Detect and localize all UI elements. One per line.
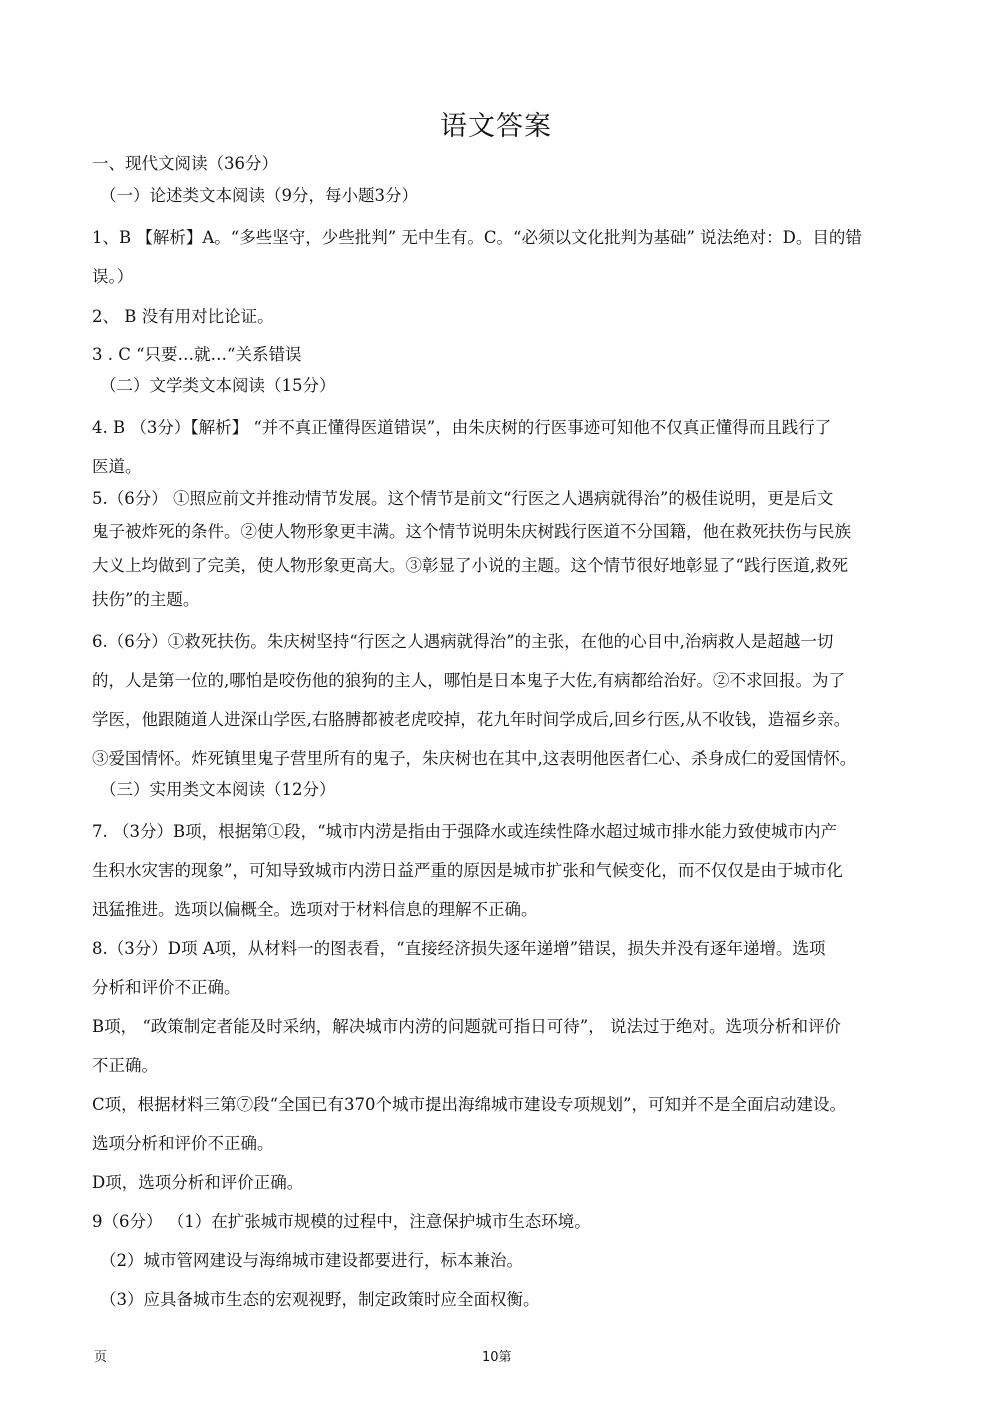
answer-line: 7. （3分）B项，根据第①段，“城市内涝是指由于强降水或连续性降水超过城市排水能力致使城市内产	[92, 822, 838, 841]
answer-line: 1、B 【解析】A。“多些坚守，少些批判” 无中生有。C。“必须以文化批判为基础” 说法绝对：D。目的错	[92, 228, 862, 247]
answer-line: （3）应具备城市生态的宏观视野，制定政策时应全面权衡。	[100, 1290, 540, 1309]
answer-line: 6.（6分）①救死扶伤。朱庆树坚持“行医之人遇病就得治”的主张，在他的心目中,治病救人是超越一切	[92, 632, 834, 651]
answer-line: 迅猛推进。选项以偏概全。选项对于材料信息的理解不正确。	[92, 900, 538, 919]
footer-left: 页	[94, 1350, 108, 1365]
answer-line: 不正确。	[92, 1056, 158, 1075]
answer-line: 的，人是第一位的,哪怕是咬伤他的狼狗的主人，哪怕是日本鬼子大佐,有病都给治好。②不求回报。为了	[92, 671, 845, 690]
subsection-heading: （一）论述类文本阅读（9分，每小题3分）	[100, 186, 418, 205]
subsection-heading: （二）文学类文本阅读（15分）	[100, 376, 336, 395]
answer-line: 生积水灾害的现象”，可知导致城市内涝日益严重的原因是城市扩张和气候变化，而不仅仅是由于城市化	[92, 861, 843, 880]
subsection-heading: （三）实用类文本阅读（12分）	[100, 780, 336, 799]
answer-line: 5.（6分） ①照应前文并推动情节发展。这个情节是前文“行医之人遇病就得治”的极佳说明，更是后文	[92, 489, 834, 508]
answer-line: 误。）	[92, 267, 134, 286]
answer-line: （2）城市管网建设与海绵城市建设都要进行，标本兼治。	[100, 1251, 523, 1270]
answer-line: 分析和评价不正确。	[92, 978, 241, 997]
answer-line: 9（6分） （1）在扩张城市规模的过程中，注意保护城市生态环境。	[92, 1212, 591, 1231]
answer-line: 4. B （3分）【解析】 “并不真正懂得医道错误”，由朱庆树的行医事迹可知他不仅真正懂得而且践行了	[92, 418, 832, 437]
answer-line: B项， “政策制定者能及时采纳，解决城市内涝的问题就可指日可待”， 说法过于绝对。选项分析和评价	[92, 1017, 841, 1036]
answer-line: 扶伤”的主题。	[92, 590, 200, 609]
answer-line: 鬼子被炸死的条件。②使人物形象更丰满。这个情节说明朱庆树践行医道不分国籍，他在救死扶伤与民族	[92, 522, 851, 541]
answer-line: 2、 B 没有用对比论证。	[92, 307, 274, 326]
answer-line: C项，根据材料三第⑦段“全国已有370个城市提出海绵城市建设专项规划”，可知并不是全面启动建设。	[92, 1095, 846, 1114]
answer-line: 3 . C “只要…就…“关系错误	[92, 345, 302, 364]
answer-line: 选项分析和评价不正确。	[92, 1134, 274, 1153]
answer-line: 医道。	[92, 457, 142, 476]
page-number: 10第	[482, 1350, 512, 1365]
answer-line: 大义上均做到了完美，使人物形象更高大。③彰显了小说的主题。这个情节很好地彰显了“践行医道,救死	[92, 556, 849, 575]
page-title: 语文答案	[440, 111, 552, 142]
section-heading: 一、现代文阅读（36分）	[92, 154, 278, 173]
answer-line: 学医，他跟随道人进深山学医,右胳膊都被老虎咬掉，花九年时间学成后,回乡行医,从不收钱，造福乡亲。	[92, 710, 851, 729]
answer-line: 8.（3分）D项 A项，从材料一的图表看，“直接经济损失逐年递增”错误，损失并没有逐年递增。选项	[92, 939, 826, 958]
answer-line: ③爱国情怀。炸死镇里鬼子营里所有的鬼子，朱庆树也在其中,这表明他医者仁心、杀身成仁的爱国情怀。	[92, 749, 857, 768]
answer-line: D项，选项分析和评价正确。	[92, 1173, 304, 1192]
